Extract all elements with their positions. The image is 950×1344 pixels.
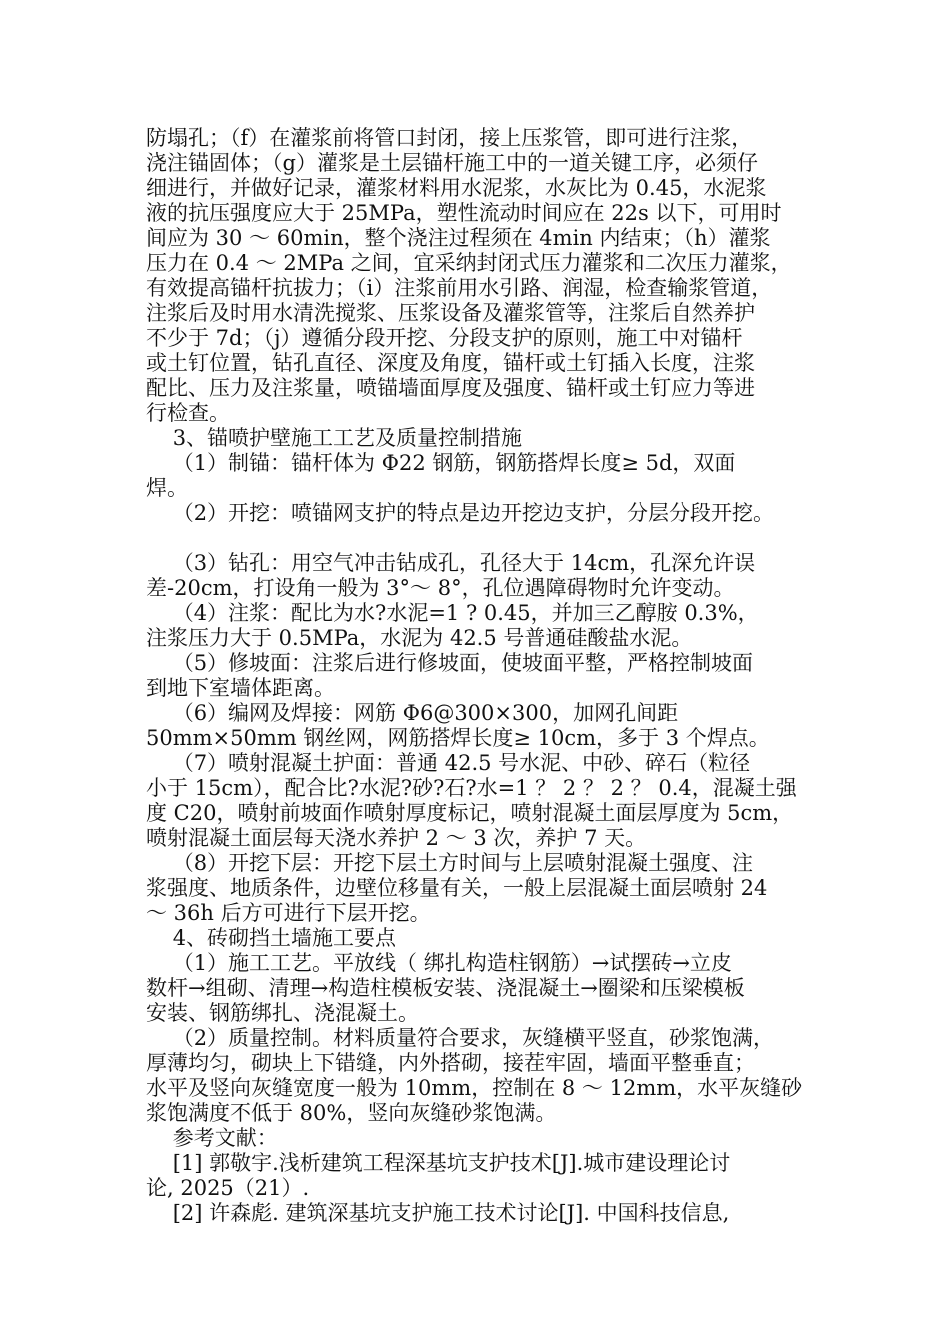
text-line: 防塌孔；（f）在灌浆前将管口封闭，接上压浆管，即可进行注浆， bbox=[146, 126, 753, 150]
text-line: 注浆压力大于 0.5MPa，水泥为 42.5 号普通硅酸盐水泥。 bbox=[146, 626, 693, 650]
text-line: （1）施工工艺。平放线（ 绑扎构造柱钢筋）→试摆砖→立皮 bbox=[146, 951, 732, 975]
section-heading: 3、锚喷护壁施工工艺及质量控制措施 bbox=[146, 426, 523, 450]
text-line: 数杆→组砌、清理→构造柱模板安装、浇混凝土→圈梁和压梁模板 bbox=[146, 976, 745, 1000]
text-line: （1）制锚：锚杆体为 Φ22 钢筋，钢筋搭焊长度≥ 5d，双面 bbox=[146, 451, 736, 475]
text-line: 水平及竖向灰缝宽度一般为 10mm，控制在 8 ～ 12mm，水平灰缝砂 bbox=[146, 1076, 803, 1100]
text-line: 焊。 bbox=[146, 476, 188, 500]
text-line: 到地下室墙体距离。 bbox=[146, 676, 335, 700]
text-line: 浆饱满度不低于 80%，竖向灰缝砂浆饱满。 bbox=[146, 1101, 557, 1125]
text-line: 小于 15cm），配合比?水泥?砂?石?水=1 ？ 2 ？ 2 ？ 0.4，混凝土强 bbox=[146, 776, 797, 800]
text-line: 浆强度、地质条件，边壁位移量有关，一般上层混凝土面层喷射 24 bbox=[146, 876, 768, 900]
text-line: （4）注浆：配比为水?水泥=1 ? 0.45，并加三乙醇胺 0.3%， bbox=[146, 601, 759, 625]
text-line: （5）修坡面：注浆后进行修坡面，使坡面平整，严格控制坡面 bbox=[146, 651, 754, 675]
text-line: ～ 36h 后方可进行下层开挖。 bbox=[146, 901, 431, 925]
text-line: 有效提高锚杆抗拔力；（i）注浆前用水引路、润湿，检查输浆管道， bbox=[146, 276, 773, 300]
text-line: （2）质量控制。材料质量符合要求，灰缝横平竖直，砂浆饱满， bbox=[146, 1026, 775, 1050]
text-line: 或土钉位置，钻孔直径、深度及角度，锚杆或土钉插入长度，注浆 bbox=[146, 351, 755, 375]
text-line: （3）钻孔：用空气冲击钻成孔，孔径大于 14cm，孔深允许误 bbox=[146, 551, 756, 575]
text-line: 间应为 30 ～ 60min，整个浇注过程须在 4min 内结束；（h）灌浆 bbox=[146, 226, 771, 250]
text-line: （2）开挖：喷锚网支护的特点是边开挖边支护，分层分段开挖。 bbox=[146, 501, 775, 525]
text-line: 50mm×50mm 钢丝网，网筋搭焊长度≥ 10cm，多于 3 个焊点。 bbox=[146, 726, 770, 750]
reference-item: [2] 许森彪. 建筑深基坑支护施工技术讨论[J]. 中国科技信息, bbox=[146, 1201, 730, 1225]
text-line: 差-20cm，打设角一般为 3°～ 8°，孔位遇障碍物时允许变动。 bbox=[146, 576, 735, 600]
text-line: 配比、压力及注浆量，喷锚墙面厚度及强度、锚杆或土钉应力等进 bbox=[146, 376, 755, 400]
text-line: 浇注锚固体；（g）灌浆是土层锚杆施工中的一道关键工序，必须仔 bbox=[146, 151, 758, 175]
text-line: 注浆后及时用水清洗搅浆、压浆设备及灌浆管等，注浆后自然养护 bbox=[146, 301, 755, 325]
text-line: 不少于 7d；（j）遵循分段开挖、分段支护的原则，施工中对锚杆 bbox=[146, 326, 743, 350]
references-heading: 参考文献： bbox=[146, 1126, 278, 1150]
text-line: （8）开挖下层：开挖下层土方时间与上层喷射混凝土强度、注 bbox=[146, 851, 754, 875]
text-line: 行检查。 bbox=[146, 401, 230, 425]
reference-item: [1] 郭敬宇.浅析建筑工程深基坑支护技术[J].城市建设理论讨 bbox=[146, 1151, 731, 1175]
text-line: （6）编网及焊接：网筋 Φ6@300×300，加网孔间距 bbox=[146, 701, 679, 725]
reference-item: 论, 2025（21）. bbox=[146, 1176, 310, 1200]
text-line: 安装、钢筋绑扎、浇混凝土。 bbox=[146, 1001, 419, 1025]
text-line: 细进行，并做好记录，灌浆材料用水泥浆，水灰比为 0.45，水泥浆 bbox=[146, 176, 767, 200]
text-line: 压力在 0.4 ～ 2MPa 之间，宜采纳封闭式压力灌浆和二次压力灌浆， bbox=[146, 251, 792, 275]
text-line: 液的抗压强度应大于 25MPa，塑性流动时间应在 22s 以下，可用时 bbox=[146, 201, 782, 225]
text-line: 喷射混凝土面层每天浇水养护 2 ～ 3 次，养护 7 天。 bbox=[146, 826, 647, 850]
section-heading: 4、砖砌挡土墙施工要点 bbox=[146, 926, 397, 950]
text-line: 厚薄均匀，砌块上下错缝，内外搭砌，接茬牢固，墙面平整垂直； bbox=[146, 1051, 755, 1075]
text-line: 度 C20，喷射前坡面作喷射厚度标记，喷射混凝土面层厚度为 5cm， bbox=[146, 801, 794, 825]
text-line: （7）喷射混凝土护面：普通 42.5 号水泥、中砂、碎石（粒径 bbox=[146, 751, 751, 775]
